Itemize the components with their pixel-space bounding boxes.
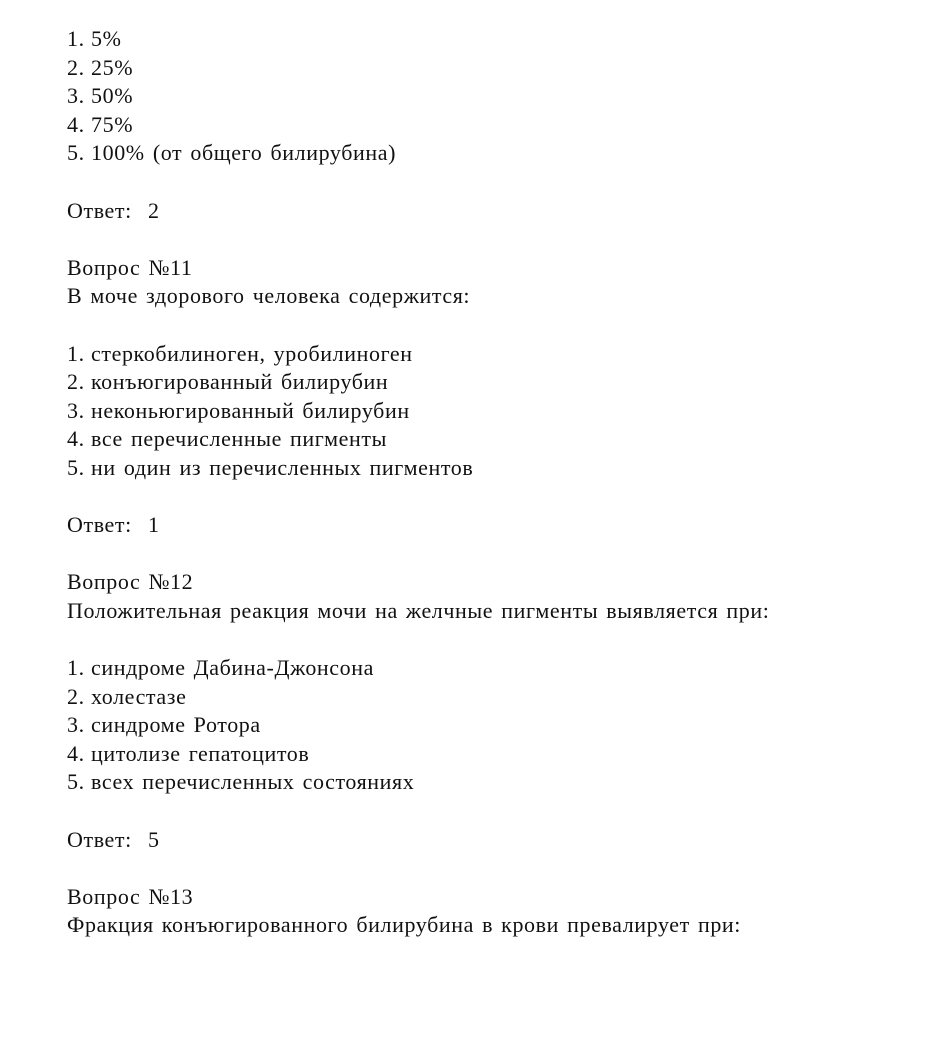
question-text: Положительная реакция мочи на желчные пигменты выявляется при:: [67, 597, 770, 623]
option-text: цитолизе гепатоцитов: [91, 740, 310, 766]
option-number: 3.: [67, 83, 85, 109]
question-title: Вопрос №11: [67, 254, 193, 280]
option-text: ни один из перечисленных пигментов: [91, 454, 474, 480]
question-text: Фракция конъюгированного билирубина в крови превалирует при:: [67, 912, 742, 938]
option-item: [67, 139, 918, 168]
option-text: всех перечисленных состояниях: [91, 769, 415, 795]
option-item: [67, 454, 918, 483]
option-text: 5%: [91, 26, 122, 51]
option-text: синдроме Ротора: [91, 712, 261, 738]
question-title: Вопрос №13: [67, 883, 194, 909]
spacer: [67, 483, 918, 512]
question-options: [67, 340, 918, 483]
answer-line: Ответ: 1: [67, 512, 160, 538]
prev-question-options: [67, 25, 918, 168]
option-number: 2.: [67, 369, 85, 395]
option-text: стеркобилиноген, уробилиноген: [91, 340, 413, 366]
option-item: [67, 740, 918, 769]
option-text: 50%: [91, 83, 134, 109]
option-item: [67, 340, 918, 369]
option-text: синдроме Дабина-Джонсона: [91, 655, 375, 681]
option-number: 2.: [67, 54, 85, 80]
option-number: 4.: [67, 426, 85, 452]
question-title: Вопрос №12: [67, 569, 194, 595]
option-number: 4.: [67, 111, 85, 137]
question-options: [67, 654, 918, 797]
option-item: [67, 397, 918, 426]
spacer: [67, 168, 918, 197]
answer-line: Ответ: 5: [67, 826, 160, 852]
option-text: 75%: [91, 111, 134, 137]
option-item: [67, 683, 918, 712]
option-number: 5.: [67, 769, 85, 795]
option-number: 1.: [67, 26, 85, 51]
option-item: [67, 654, 918, 683]
option-number: 1.: [67, 655, 85, 681]
option-number: 5.: [67, 140, 85, 166]
spacer: [67, 625, 918, 654]
document-page: [67, 25, 918, 940]
option-item: [67, 711, 918, 740]
option-item: [67, 82, 918, 111]
option-number: 3.: [67, 712, 85, 738]
option-number: 5.: [67, 454, 85, 480]
option-text: 25%: [91, 54, 134, 80]
spacer: [67, 225, 918, 254]
option-item: [67, 111, 918, 140]
spacer: [67, 540, 918, 569]
spacer: [67, 797, 918, 826]
option-text: холестазе: [91, 683, 187, 709]
option-item: [67, 425, 918, 454]
option-text: неконьюгированный билирубин: [91, 397, 410, 423]
spacer: [67, 311, 918, 340]
option-item: [67, 25, 918, 54]
answer-line: Ответ: 2: [67, 197, 160, 223]
option-item: [67, 368, 918, 397]
spacer: [67, 854, 918, 883]
option-text: конъюгированный билирубин: [91, 369, 389, 395]
option-text: все перечисленные пигменты: [91, 426, 387, 452]
question-text: В моче здорового человека содержится:: [67, 283, 471, 309]
option-number: 2.: [67, 683, 85, 709]
option-text: 100% (от общего билирубина): [91, 140, 397, 166]
option-number: 3.: [67, 397, 85, 423]
option-item: [67, 54, 918, 83]
option-item: [67, 768, 918, 797]
option-number: 4.: [67, 740, 85, 766]
option-number: 1.: [67, 340, 85, 366]
